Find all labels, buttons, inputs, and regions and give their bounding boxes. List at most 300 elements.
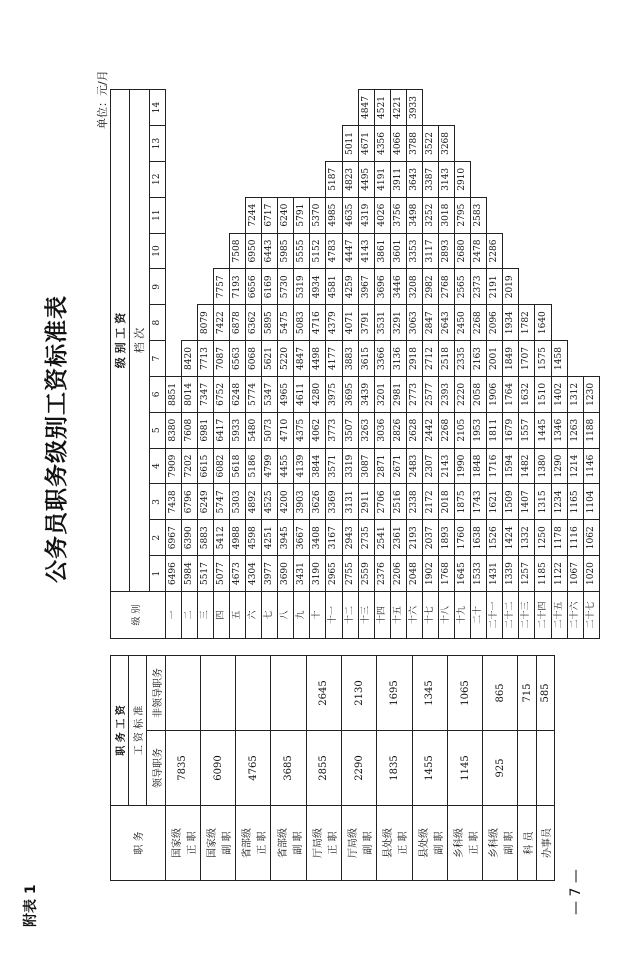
salary-value-cell: 1116 <box>567 520 583 556</box>
salary-value-cell: 1557 <box>519 412 535 448</box>
salary-value-cell: 3018 <box>439 197 455 233</box>
salary-value-cell: 8380 <box>165 412 181 448</box>
leader-salary-cell: 1455 <box>412 731 447 806</box>
salary-value-cell: 7608 <box>181 412 197 448</box>
salary-value-cell: 4934 <box>310 269 326 305</box>
salary-value-cell: 2376 <box>374 556 390 592</box>
salary-value-cell: 5933 <box>229 412 245 448</box>
table-row <box>487 90 503 639</box>
salary-value-cell: 1875 <box>455 484 471 520</box>
empty-cell <box>213 126 229 162</box>
salary-value-cell: 2478 <box>471 233 487 269</box>
salary-value-cell: 2910 <box>455 161 471 197</box>
level-label-cell: 二 <box>181 592 197 639</box>
salary-value-cell: 6240 <box>278 197 294 233</box>
salary-value-cell: 5187 <box>326 161 342 197</box>
position-cell <box>200 806 235 881</box>
salary-value-cell: 1533 <box>471 556 487 592</box>
empty-cell <box>165 161 181 197</box>
salary-value-cell: 2712 <box>422 341 438 377</box>
empty-cell <box>583 161 599 197</box>
salary-value-cell: 2671 <box>390 448 406 484</box>
salary-value-cell: 3036 <box>374 412 390 448</box>
empty-cell <box>535 90 551 126</box>
empty-cell <box>503 90 519 126</box>
table-row <box>262 90 278 639</box>
empty-cell <box>197 90 213 126</box>
salary-value-cell: 4071 <box>342 305 358 341</box>
salary-value-cell: 3615 <box>358 341 374 377</box>
nonleader-salary-cell: 865 <box>483 655 518 730</box>
salary-value-cell: 7193 <box>229 269 245 305</box>
position-name: 办事员 <box>541 828 553 858</box>
grade-number-header: 4 <box>149 448 165 484</box>
salary-value-cell: 1848 <box>471 448 487 484</box>
salary-value-cell: 2206 <box>390 556 406 592</box>
salary-value-cell: 1990 <box>455 448 471 484</box>
salary-value-cell: 2001 <box>487 341 503 377</box>
salary-value-cell: 2018 <box>439 484 455 520</box>
salary-value-cell: 1768 <box>439 556 455 592</box>
salary-value-cell: 4847 <box>294 341 310 377</box>
table-row <box>271 655 306 880</box>
empty-cell <box>583 269 599 305</box>
salary-value-cell: 4783 <box>326 233 342 269</box>
salary-value-cell: 3431 <box>294 556 310 592</box>
empty-cell <box>262 126 278 162</box>
salary-value-cell: 3507 <box>342 412 358 448</box>
table-row <box>306 655 341 880</box>
empty-cell <box>567 90 583 126</box>
grade-number-header: 3 <box>149 484 165 520</box>
empty-cell <box>567 269 583 305</box>
level-label-cell: 七 <box>262 592 278 639</box>
salary-value-cell: 5303 <box>229 484 245 520</box>
position-name: 厅局级 <box>312 828 324 858</box>
empty-cell <box>197 161 213 197</box>
salary-value-cell: 3319 <box>342 448 358 484</box>
salary-value-cell: 3967 <box>358 269 374 305</box>
salary-value-cell: 4498 <box>310 341 326 377</box>
salary-value-cell: 7202 <box>181 448 197 484</box>
table-row <box>455 90 471 639</box>
empty-cell <box>310 90 326 126</box>
salary-value-cell: 2516 <box>390 484 406 520</box>
salary-value-cell: 2628 <box>406 412 422 448</box>
empty-cell <box>278 126 294 162</box>
level-label-cell: 三 <box>197 592 213 639</box>
salary-value-cell: 1782 <box>519 305 535 341</box>
salary-value-cell: 5480 <box>246 412 262 448</box>
salary-value-cell: 7438 <box>165 484 181 520</box>
empty-cell <box>567 233 583 269</box>
salary-value-cell: 5073 <box>262 412 278 448</box>
position-name: 乡科级 <box>454 828 465 858</box>
empty-cell <box>551 197 567 233</box>
page-header-annex: 附表 1 <box>23 884 39 927</box>
empty-cell <box>583 341 599 377</box>
salary-value-cell: 2220 <box>455 376 471 412</box>
salary-value-cell: 1407 <box>519 484 535 520</box>
table-row <box>503 90 519 639</box>
grade-number-header: 7 <box>149 341 165 377</box>
empty-cell <box>455 90 471 126</box>
col-leader-header: 领导职务 <box>147 731 165 806</box>
salary-value-cell: 3903 <box>294 484 310 520</box>
salary-value-cell: 3696 <box>374 269 390 305</box>
table-row <box>342 90 358 639</box>
salary-value-cell: 1575 <box>535 341 551 377</box>
empty-cell <box>213 90 229 126</box>
salary-value-cell: 7244 <box>246 197 262 233</box>
empty-cell <box>535 197 551 233</box>
salary-value-cell: 2393 <box>439 376 455 412</box>
salary-value-cell: 1250 <box>535 520 551 556</box>
salary-value-cell: 4892 <box>246 484 262 520</box>
salary-value-cell: 4447 <box>342 233 358 269</box>
salary-value-cell: 4495 <box>358 161 374 197</box>
salary-value-cell: 1811 <box>487 412 503 448</box>
salary-value-cell: 1067 <box>567 556 583 592</box>
salary-value-cell: 3136 <box>390 341 406 377</box>
salary-value-cell: 3190 <box>310 556 326 592</box>
table-row <box>535 90 551 639</box>
empty-cell <box>294 126 310 162</box>
empty-cell <box>165 126 181 162</box>
table-row <box>536 655 554 880</box>
empty-cell <box>583 233 599 269</box>
empty-cell <box>326 90 342 126</box>
leader-salary-cell: 3685 <box>271 731 306 806</box>
salary-value-cell: 3369 <box>326 484 342 520</box>
salary-value-cell: 1509 <box>503 484 519 520</box>
salary-value-cell: 5186 <box>246 448 262 484</box>
salary-value-cell: 2583 <box>471 197 487 233</box>
level-label-cell: 十九 <box>455 592 471 639</box>
table-row <box>200 655 235 880</box>
salary-value-cell: 4673 <box>229 556 245 592</box>
salary-value-cell: 4304 <box>246 556 262 592</box>
salary-value-cell: 6563 <box>229 341 245 377</box>
salary-value-cell: 2643 <box>439 305 455 341</box>
salary-value-cell: 1743 <box>471 484 487 520</box>
salary-value-cell: 6248 <box>229 376 245 412</box>
salary-value-cell: 3531 <box>374 305 390 341</box>
salary-value-cell: 1632 <box>519 376 535 412</box>
empty-cell <box>439 90 455 126</box>
empty-cell <box>310 126 326 162</box>
position-cell <box>342 806 377 881</box>
level-salary-group-title: 级 别 工 资 <box>111 90 130 592</box>
salary-value-cell: 5475 <box>278 305 294 341</box>
empty-cell <box>551 269 567 305</box>
salary-value-cell: 4066 <box>390 126 406 162</box>
salary-value-cell: 3791 <box>358 305 374 341</box>
salary-value-cell: 1315 <box>535 484 551 520</box>
leader-salary-cell <box>536 731 554 806</box>
col-nonleader-header: 非领导职务 <box>147 655 165 730</box>
salary-value-cell: 2193 <box>406 520 422 556</box>
salary-value-cell: 1178 <box>551 520 567 556</box>
salary-value-cell: 2911 <box>358 484 374 520</box>
salary-value-cell: 3408 <box>310 520 326 556</box>
empty-cell <box>310 161 326 197</box>
level-label-cell: 五 <box>229 592 245 639</box>
empty-cell <box>197 197 213 233</box>
level-label-cell: 十一 <box>326 592 342 639</box>
col-standard-header: 工 资 标 准 <box>129 655 147 805</box>
salary-value-cell: 6362 <box>246 305 262 341</box>
empty-cell <box>583 90 599 126</box>
salary-value-cell: 3975 <box>326 376 342 412</box>
position-cell <box>165 806 200 881</box>
table-row <box>229 90 245 639</box>
salary-value-cell: 3143 <box>439 161 455 197</box>
salary-value-cell: 3945 <box>278 520 294 556</box>
pos-header-row-1 <box>111 655 129 880</box>
table-row <box>278 90 294 639</box>
salary-value-cell: 3263 <box>358 412 374 448</box>
table-row <box>483 655 518 880</box>
table-row <box>447 655 482 880</box>
empty-cell <box>503 161 519 197</box>
empty-cell <box>246 126 262 162</box>
salary-value-cell: 5412 <box>213 520 229 556</box>
grade-number-header: 5 <box>149 412 165 448</box>
salary-value-cell: 2373 <box>471 269 487 305</box>
position-cell <box>518 806 536 881</box>
table-row <box>246 90 262 639</box>
salary-value-cell: 1290 <box>551 448 567 484</box>
salary-value-cell: 3268 <box>439 126 455 162</box>
empty-cell <box>246 161 262 197</box>
empty-cell <box>583 197 599 233</box>
salary-value-cell: 2559 <box>358 556 374 592</box>
salary-value-cell: 3861 <box>374 233 390 269</box>
salary-value-cell: 1104 <box>583 484 599 520</box>
level-label-cell: 十四 <box>374 592 390 639</box>
table-row <box>165 90 181 639</box>
table-row <box>439 90 455 639</box>
level-salary-table <box>110 89 600 639</box>
empty-cell <box>471 126 487 162</box>
grade-number-header: 1 <box>149 556 165 592</box>
nonleader-salary-cell: 1345 <box>412 655 447 730</box>
salary-value-cell: 1621 <box>487 484 503 520</box>
salary-value-cell: 7508 <box>229 233 245 269</box>
empty-cell <box>535 269 551 305</box>
empty-cell <box>583 126 599 162</box>
salary-value-cell: 2735 <box>358 520 374 556</box>
salary-value-cell: 5152 <box>310 233 326 269</box>
salary-value-cell: 2338 <box>406 484 422 520</box>
position-cell <box>377 806 412 881</box>
salary-value-cell: 4985 <box>326 197 342 233</box>
unit-label: 单位：元/月 <box>96 70 109 129</box>
salary-value-cell: 2943 <box>342 520 358 556</box>
position-name: 副 职 <box>433 831 445 855</box>
salary-value-cell: 2191 <box>487 269 503 305</box>
leader-salary-cell: 2855 <box>306 731 341 806</box>
nonleader-salary-cell: 715 <box>518 655 536 730</box>
empty-cell <box>326 126 342 162</box>
salary-value-cell: 3773 <box>326 412 342 448</box>
salary-value-cell: 5555 <box>294 233 310 269</box>
salary-value-cell: 4823 <box>342 161 358 197</box>
position-name: 国家级 <box>207 828 219 858</box>
salary-value-cell: 2773 <box>406 376 422 412</box>
salary-value-cell: 1234 <box>551 484 567 520</box>
salary-value-cell: 4319 <box>358 197 374 233</box>
nonleader-salary-cell: 2645 <box>306 655 341 730</box>
leader-salary-cell: 6090 <box>200 731 235 806</box>
position-name: 正 职 <box>186 831 198 855</box>
salary-value-cell: 3690 <box>278 556 294 592</box>
empty-cell <box>213 233 229 269</box>
salary-value-cell: 1332 <box>519 520 535 556</box>
col-level-header: 级 别 <box>111 592 166 639</box>
salary-value-cell: 2847 <box>422 305 438 341</box>
empty-cell <box>487 126 503 162</box>
empty-cell <box>551 305 567 341</box>
salary-value-cell: 7087 <box>213 341 229 377</box>
level-label-cell: 二十六 <box>567 592 583 639</box>
level-label-cell: 九 <box>294 592 310 639</box>
empty-cell <box>165 197 181 233</box>
table-row <box>165 655 200 880</box>
empty-cell <box>422 90 438 126</box>
salary-value-cell: 3131 <box>342 484 358 520</box>
grade-number-header: 2 <box>149 520 165 556</box>
salary-value-cell: 6981 <box>197 412 213 448</box>
empty-cell <box>503 126 519 162</box>
empty-cell <box>551 126 567 162</box>
salary-value-cell: 3695 <box>342 376 358 412</box>
salary-value-cell: 4221 <box>390 90 406 126</box>
salary-value-cell: 1526 <box>487 520 503 556</box>
grade-number-header: 13 <box>149 126 165 162</box>
nonleader-salary-cell: 585 <box>536 655 554 730</box>
salary-value-cell: 2268 <box>471 305 487 341</box>
level-label-cell: 一 <box>165 592 181 639</box>
salary-value-cell: 1849 <box>503 341 519 377</box>
salary-value-cell: 4026 <box>374 197 390 233</box>
nonleader-salary-cell <box>271 655 306 730</box>
salary-value-cell: 8420 <box>181 341 197 377</box>
salary-value-cell: 2483 <box>406 448 422 484</box>
empty-cell <box>181 233 197 269</box>
table-row <box>551 90 567 639</box>
salary-value-cell: 4177 <box>326 341 342 377</box>
salary-value-cell: 3883 <box>342 341 358 377</box>
table-row <box>406 90 422 639</box>
salary-value-cell: 3208 <box>406 269 422 305</box>
leader-salary-cell: 7835 <box>165 731 200 806</box>
salary-value-cell: 1594 <box>503 448 519 484</box>
salary-value-cell: 2105 <box>455 412 471 448</box>
leader-salary-cell: 4765 <box>236 731 271 806</box>
empty-cell <box>262 90 278 126</box>
salary-value-cell: 8014 <box>181 376 197 412</box>
salary-value-cell: 1062 <box>583 520 599 556</box>
position-name: 正 职 <box>469 831 480 855</box>
salary-value-cell: 1760 <box>455 520 471 556</box>
salary-value-cell: 2143 <box>439 448 455 484</box>
salary-value-cell: 7422 <box>213 305 229 341</box>
level-label-cell: 十 <box>310 592 326 639</box>
salary-value-cell: 5011 <box>342 126 358 162</box>
empty-cell <box>583 305 599 341</box>
leader-salary-cell: 2290 <box>342 731 377 806</box>
salary-value-cell: 5083 <box>294 305 310 341</box>
salary-value-cell: 1934 <box>503 305 519 341</box>
salary-value-cell: 7757 <box>213 269 229 305</box>
leader-salary-cell: 1835 <box>377 731 412 806</box>
empty-cell <box>181 126 197 162</box>
salary-value-cell: 2981 <box>390 376 406 412</box>
salary-value-cell: 4251 <box>262 520 278 556</box>
salary-value-cell: 2450 <box>455 305 471 341</box>
empty-cell <box>503 233 519 269</box>
salary-value-cell: 1339 <box>503 556 519 592</box>
salary-value-cell: 2335 <box>455 341 471 377</box>
empty-cell <box>567 305 583 341</box>
level-label-cell: 十二 <box>342 592 358 639</box>
position-cell <box>412 806 447 881</box>
empty-cell <box>165 305 181 341</box>
salary-value-cell: 3844 <box>310 448 326 484</box>
salary-value-cell: 1458 <box>551 341 567 377</box>
salary-value-cell: 1122 <box>551 556 567 592</box>
salary-value-cell: 1638 <box>471 520 487 556</box>
salary-value-cell: 3252 <box>422 197 438 233</box>
salary-value-cell: 2037 <box>422 520 438 556</box>
level-label-cell: 二十三 <box>519 592 535 639</box>
salary-value-cell: 1146 <box>583 448 599 484</box>
nonleader-salary-cell: 2130 <box>342 655 377 730</box>
table-row <box>294 90 310 639</box>
salary-value-cell: 2795 <box>455 197 471 233</box>
salary-value-cell: 4521 <box>374 90 390 126</box>
table-row <box>342 655 377 880</box>
position-salary-table <box>110 655 555 881</box>
salary-value-cell: 3291 <box>390 305 406 341</box>
salary-value-cell: 6443 <box>262 233 278 269</box>
salary-value-cell: 2982 <box>422 269 438 305</box>
salary-value-cell: 6752 <box>213 376 229 412</box>
salary-value-cell: 6249 <box>197 484 213 520</box>
grade-number-header: 14 <box>149 90 165 126</box>
salary-value-cell: 4847 <box>358 90 374 126</box>
salary-value-cell: 3643 <box>406 161 422 197</box>
salary-value-cell: 1230 <box>583 376 599 412</box>
salary-value-cell: 5895 <box>262 305 278 341</box>
grade-number-header: 11 <box>149 197 165 233</box>
position-cell <box>306 806 341 881</box>
salary-value-cell: 2893 <box>439 233 455 269</box>
empty-cell <box>165 233 181 269</box>
salary-value-cell: 4525 <box>262 484 278 520</box>
salary-value-cell: 3667 <box>294 520 310 556</box>
salary-value-cell: 4375 <box>294 412 310 448</box>
nonleader-salary-cell <box>236 655 271 730</box>
salary-value-cell: 3498 <box>406 197 422 233</box>
salary-value-cell: 4062 <box>310 412 326 448</box>
salary-value-cell: 8851 <box>165 376 181 412</box>
salary-value-cell: 2172 <box>422 484 438 520</box>
salary-value-cell: 2755 <box>342 556 358 592</box>
salary-value-cell: 5347 <box>262 376 278 412</box>
